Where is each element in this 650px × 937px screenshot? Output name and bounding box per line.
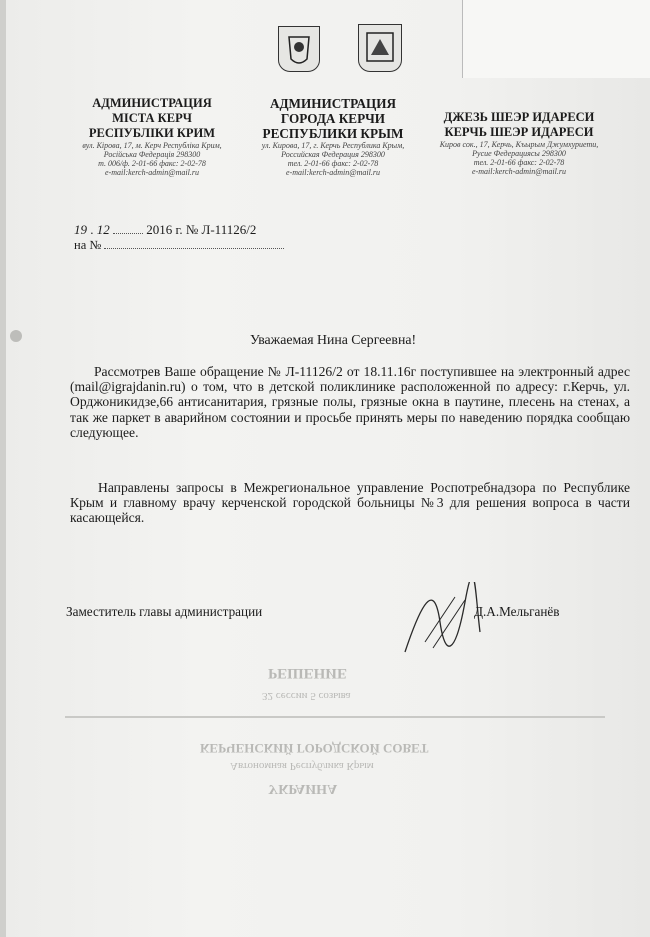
header-center bbox=[250, 96, 416, 177]
reference-label: на № bbox=[74, 238, 102, 252]
header-center-email: e-mail:kerch-admin@mail.ru bbox=[286, 168, 380, 177]
header-left-email: e-mail:kerch-admin@mail.ru bbox=[105, 168, 199, 177]
ghost-text-4: Автономная Республика Крым bbox=[230, 760, 374, 772]
paragraph-1: Рассмотрев Ваше обращение № Л-11126/2 от 18.11.16г поступившее на электронный адрес (mail@igrajdanin.ru) о том, что в детской поликлинике расположенной по адресу: г.Керчь, ул. Орджоникидзе,66 антисанитария, грязные полы, грязные окна в паутине, плесень на стенах, а так же паркет в аварийном состоянии и просьбе принять меры по наведению порядка сообщаю следующее. bbox=[70, 364, 630, 440]
kerch-coat-of-arms bbox=[278, 26, 320, 72]
handwritten-signature-icon bbox=[395, 582, 485, 662]
date-month: 12 bbox=[96, 222, 110, 237]
ghost-text-3: КЕРЧЕНСКИЙ ГОРОДСКОЙ СОВЕТ bbox=[200, 741, 429, 756]
hole-punch bbox=[10, 330, 22, 342]
crimea-emblem-icon bbox=[359, 25, 401, 71]
header-center-address: ул. Кирова, 17, г. Керчь Республика Крым, Российская Федерация 298300 bbox=[261, 141, 405, 159]
crimea-coat-of-arms bbox=[358, 24, 402, 72]
header-right-email: e-mail:kerch-admin@mail.ru bbox=[472, 167, 566, 176]
header-right-address: Киров сок., 17, Керчь, Къырым Джумхуриети, Русие Федерациясы 298300 bbox=[439, 140, 599, 158]
number-label: № bbox=[185, 222, 199, 237]
header-center-title: АДМИНИСТРАЦИЯ ГОРОДА КЕРЧИ РЕСПУБЛИКИ КРЫМ bbox=[262, 96, 404, 141]
signer-title: Заместитель главы администрации bbox=[66, 604, 263, 619]
header-left-title: АДМИНИСТРАЦИЯ МІСТА КЕРЧ РЕСПУБЛІКИ КРИМ bbox=[88, 96, 216, 140]
griffin-emblem-icon bbox=[279, 27, 319, 71]
date-number-line: 19 . 12 2016 г. № Л-11126/2 bbox=[74, 222, 257, 237]
ghost-text-1: РЕШЕНИЕ bbox=[268, 665, 347, 681]
header-left-address: вул. Кірова, 17, м. Керч Республіка Крим, Російська Федерація 298300 bbox=[82, 141, 222, 159]
salutation: Уважаемая Нина Сергеевна! bbox=[250, 332, 417, 347]
ghost-text-5: УКРАИНА bbox=[268, 781, 338, 796]
letter-number: Л-11126/2 bbox=[201, 222, 257, 237]
ghost-rule bbox=[65, 716, 605, 718]
overlapping-sheet bbox=[462, 0, 650, 78]
scan-edge bbox=[0, 0, 6, 937]
signer-name: Д.А.Мельганёв bbox=[474, 604, 560, 619]
header-right-phone: тел. 2-01-66 факс: 2-02-78 bbox=[473, 158, 565, 167]
header-center-phone: тел. 2-01-66 факс: 2-02-78 bbox=[287, 159, 379, 168]
paragraph-2: Направлены запросы в Межрегиональное управление Роспотребнадзора по Республике Крым и главному врачу керченской городской больницы №3 для решения вопроса в части касающейся. bbox=[70, 480, 630, 526]
header-left bbox=[72, 96, 232, 177]
ghost-text-2: 32 сессии 5 созыва bbox=[262, 690, 351, 702]
date-year: 2016 г. bbox=[146, 222, 183, 237]
reference-line bbox=[74, 238, 284, 253]
header-left-phone: т. 006/ф. 2-01-66 факс: 2-02-78 bbox=[98, 159, 206, 168]
date-day: 19 bbox=[74, 222, 87, 237]
header-right bbox=[434, 110, 604, 176]
header-right-title: ДЖЕЗЬ ШЕЭР ИДАРЕСИ КЕРЧЬ ШЕЭР ИДАРЕСИ bbox=[443, 110, 595, 139]
